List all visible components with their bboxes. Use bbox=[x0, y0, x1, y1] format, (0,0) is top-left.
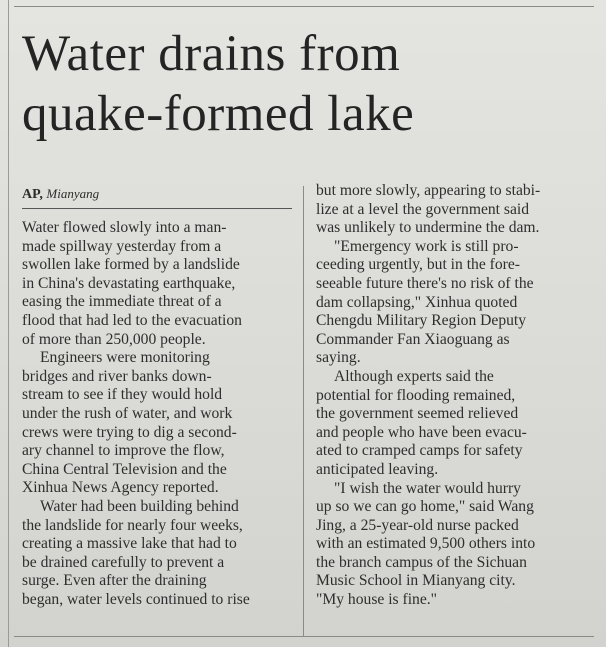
article-line: Jing, a 25-year-old nurse packed bbox=[316, 516, 519, 534]
page-top-rule bbox=[14, 6, 594, 7]
article-line: flood that had led to the evacuation bbox=[22, 311, 242, 329]
article-line: made spillway yesterday from a bbox=[22, 237, 222, 255]
byline-agency: AP, bbox=[22, 187, 43, 202]
article-line: dam collapsing," Xinhua quoted bbox=[316, 293, 518, 311]
article-line: seeable future there's no risk of the bbox=[316, 274, 534, 292]
article-line: the government seemed relieved bbox=[316, 405, 519, 423]
headline-line-2: quake-formed lake bbox=[22, 86, 415, 142]
byline-place: Mianyang bbox=[46, 186, 100, 201]
headline bbox=[22, 24, 592, 144]
article-line: of more than 250,000 people. bbox=[22, 330, 206, 348]
article-line: Commander Fan Xiaoguang as bbox=[316, 330, 510, 348]
article-line: ary channel to improve the flow, bbox=[22, 442, 225, 460]
page-left-rule bbox=[8, 0, 9, 647]
article-line: lize at a level the government said bbox=[316, 200, 530, 218]
article-line: up so we can go home," said Wang bbox=[316, 498, 534, 516]
byline-rule bbox=[22, 208, 292, 209]
article-line: stream to see if they would hold bbox=[22, 386, 223, 404]
article-line: with an estimated 9,500 others into bbox=[316, 535, 536, 553]
article-line: the landslide for nearly four weeks, bbox=[22, 516, 243, 534]
article-line: Engineers were monitoring bbox=[40, 349, 210, 367]
column-divider bbox=[303, 186, 304, 636]
article-line: "Emergency work is still pro- bbox=[334, 237, 519, 255]
article-line: saying. bbox=[316, 349, 361, 367]
article-line: Although experts said the bbox=[334, 367, 494, 385]
article-line: the branch campus of the Sichuan bbox=[316, 553, 527, 571]
article-line: creating a massive lake that had to bbox=[22, 535, 237, 553]
article-line: surge. Even after the draining bbox=[22, 572, 207, 590]
article-line: Water had been building behind bbox=[40, 497, 239, 515]
headline-line-1: Water drains from bbox=[22, 26, 401, 82]
article-line: ceeding urgently, but in the fore- bbox=[316, 256, 520, 274]
article-line: Chengdu Military Region Deputy bbox=[316, 312, 527, 330]
article-line: China Central Television and the bbox=[22, 460, 227, 478]
article-line: "I wish the water would hurry bbox=[334, 479, 521, 497]
page-bottom-rule bbox=[14, 636, 594, 637]
article-line: easing the immediate threat of a bbox=[22, 293, 222, 311]
article-line: Xinhua News Agency reported. bbox=[22, 479, 219, 497]
article-line: "My house is fine." bbox=[316, 591, 438, 609]
article-line: ated to cramped camps for safety bbox=[316, 442, 523, 460]
article-column-right bbox=[316, 182, 586, 610]
article-line: be drained carefully to prevent a bbox=[22, 553, 225, 571]
article-line: Water flowed slowly into a man- bbox=[22, 219, 227, 236]
article-line: anticipated leaving. bbox=[316, 460, 439, 478]
article-line: in China's devastating earthquake, bbox=[22, 274, 236, 292]
byline bbox=[22, 186, 99, 203]
article-line: began, water levels continued to rise bbox=[22, 590, 250, 608]
article-line: swollen lake formed by a landslide bbox=[22, 256, 240, 274]
article-line: crews were trying to dig a second- bbox=[22, 423, 237, 441]
article-line: and people who have been evacu- bbox=[316, 423, 527, 441]
article-line: under the rush of water, and work bbox=[22, 404, 233, 422]
article-line: potential for flooding remained, bbox=[316, 386, 516, 404]
article-line: was unlikely to undermine the dam. bbox=[316, 219, 540, 237]
article-line: but more slowly, appearing to stabi- bbox=[316, 182, 541, 199]
article-line: Music School in Mianyang city. bbox=[316, 572, 516, 590]
article-line: bridges and river banks down- bbox=[22, 367, 212, 385]
article-column-left bbox=[22, 219, 292, 609]
